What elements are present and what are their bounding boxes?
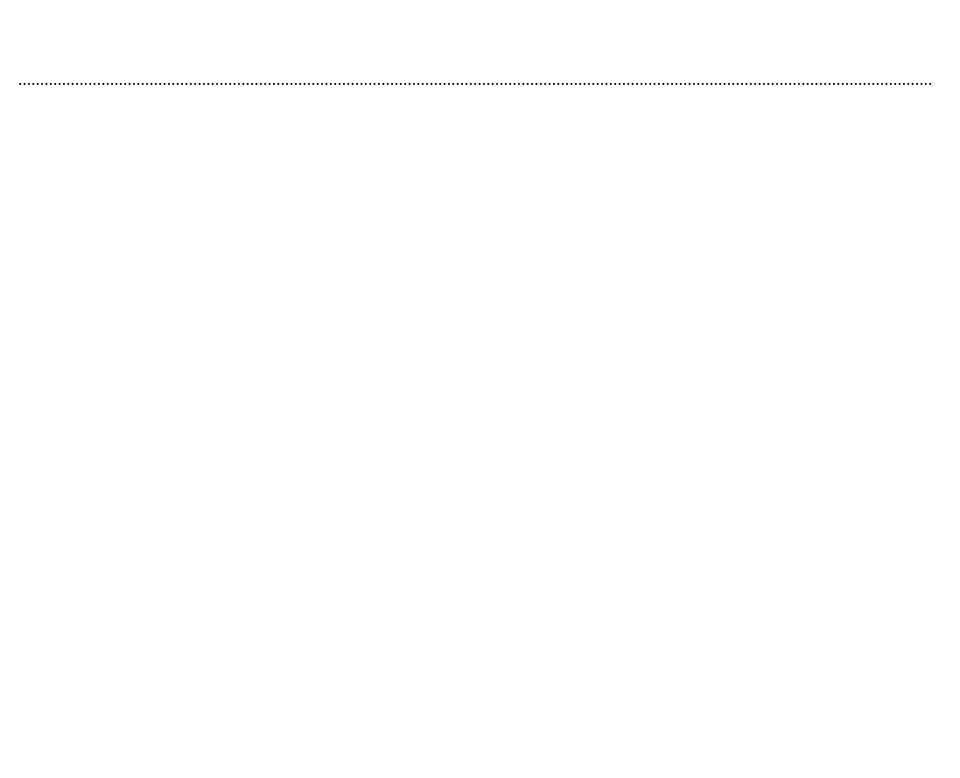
table-of-contents <box>17 43 933 91</box>
toc-entry-first-line <box>17 43 933 67</box>
toc-leader-dots <box>18 67 932 91</box>
toc-entry-partnership[interactable] <box>17 43 933 91</box>
toc-entry-second-line <box>17 67 933 91</box>
